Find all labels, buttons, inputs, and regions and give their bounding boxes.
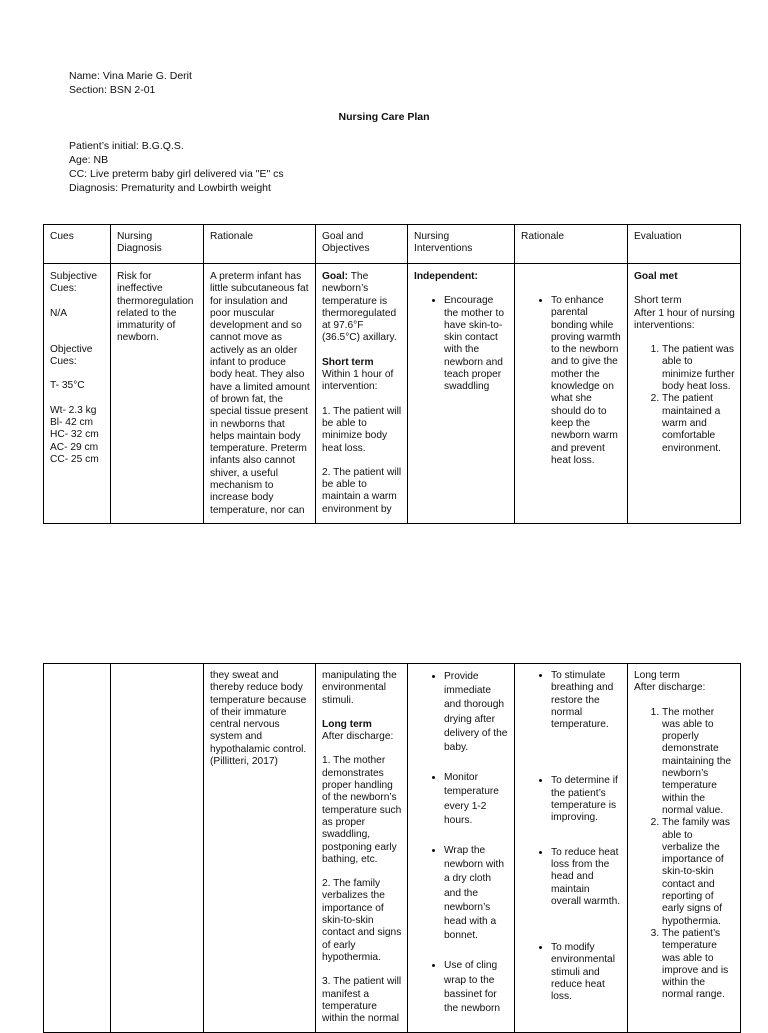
list-item: • To determine if the patient’s temperature is improving. (551, 775, 622, 824)
rationale-text: A preterm infant has little subcutaneous fat for insulation and poor muscular development and so cannot move as actively as an older infant to produce body heat. They also have a limited amount of brown fat, the special tissue present in newborns that helps maintain body temperature. Preterm infants also cannot shiver, a useful mechanism to increase body temperature, nor can (210, 271, 310, 516)
student-name: Name: Vina Marie G. Derit (69, 70, 192, 82)
rationale-list (521, 670, 622, 1004)
list-item: • Monitor temperature every 1-2 hours. (444, 771, 509, 828)
weight-cue: Wt- 2.3 kg (50, 404, 97, 416)
objective-cues-label: Objective Cues: (50, 343, 93, 368)
list-item: 2. The patient maintained a warm and comfortable environment. (662, 393, 735, 454)
list-item: • To reduce heat loss from the head and maintain overall warmth. (551, 847, 622, 908)
list-item: • Provide immediate and thorough drying after delivery of the baby. (444, 670, 509, 755)
evaluation-list (634, 344, 735, 455)
header-rationale: Rationale (204, 225, 316, 264)
independent-label: Independent: (414, 271, 478, 282)
header-evaluation: Evaluation (628, 225, 741, 264)
subjective-cues-label: Subjective Cues: (50, 271, 98, 295)
cues-cell (44, 264, 111, 524)
header-nursing-diagnosis: Nursing Diagnosis (111, 225, 204, 264)
evaluation-list (634, 707, 735, 1002)
interventions-cell (408, 664, 515, 1033)
table-header-row (44, 225, 741, 264)
nursing-diagnosis-cell (111, 264, 204, 524)
chief-complaint: CC: Live preterm baby girl delivered via "E" cs (69, 168, 284, 180)
document-title: Nursing Care Plan (338, 111, 430, 123)
evaluation-after-discharge: After discharge: (634, 682, 706, 694)
goal-continued-text: manipulating the environmental stimuli. (322, 670, 397, 706)
nursing-diagnosis-cell-empty (111, 664, 204, 1033)
list-item: 1. The mother was able to properly demonstrate maintaining the newborn’s temperature within the normal value. (662, 707, 735, 818)
goal-statement (322, 271, 402, 345)
long-term-objective-1: 1. The mother demonstrates proper handling of the newborn’s temperature such as proper swaddling, postponing early bathing, etc. (322, 755, 402, 865)
list-item: • Wrap the newborn with a dry cloth and the newborn’s head with a bonnet. (444, 844, 509, 943)
evaluation-after: After 1 hour of nursing interventions: (634, 307, 735, 331)
intervention-list (414, 295, 509, 393)
subjective-cues-value: N/A (50, 307, 67, 319)
head-circumference-cue: HC- 32 cm (50, 429, 99, 441)
list-item: • Encourage the mother to have skin-to-skin contact with the newborn and teach proper swaddling (444, 295, 509, 393)
temperature-cue: T- 35°C (50, 380, 85, 392)
interventions-cell (408, 264, 515, 524)
patient-age: Age: NB (69, 154, 109, 166)
list-item: 3. The patient’s temperature was able to improve and is within the normal range. (662, 928, 735, 1002)
cues-cell-empty (44, 664, 111, 1033)
objective-1: 1. The patient will be able to minimize body heat loss. (322, 405, 402, 454)
short-term-within: Within 1 hour of intervention: (322, 369, 394, 393)
care-plan-table-page2 (43, 663, 741, 1033)
long-term-objective-2: 2. The family verbalizes the importance of skin-to-skin contact and signs of early hypothermia. (322, 878, 402, 963)
intervention-list (414, 670, 509, 1016)
short-term-label: Short term (322, 356, 374, 368)
list-item: 2. The family was able to verbalize the importance of skin-to-skin contact and reporting of early signs of hypothermia. (662, 817, 735, 928)
goal-text: The newborn’s temperature is thermoregulated at 97.6°F (36.5°C) axillary. (322, 271, 397, 344)
goal-label: Goal: (322, 271, 349, 282)
rationale-list (521, 295, 622, 467)
list-item: • To modify environmental stimuli and reduce heat loss. (551, 942, 622, 1003)
evaluation-cell (628, 264, 741, 524)
list-item: 1. The patient was able to minimize further body heat loss. (662, 344, 735, 393)
evaluation-cell (628, 664, 741, 1033)
goal-met-label: Goal met (634, 271, 678, 282)
header-cues: Cues (44, 225, 111, 264)
list-item: • Use of cling wrap to the bassinet for the newborn (444, 959, 509, 1016)
chest-circumference-cue: CC- 25 cm (50, 453, 99, 465)
abdominal-circumference-cue: AC- 29 cm (50, 441, 99, 453)
header-nursing-interventions: Nursing Interventions (408, 225, 515, 264)
list-item: • To enhance parental bonding while proving warmth to the newborn and to give the mother the knowledge on what she should do to keep the newborn warm and prevent heat loss. (551, 295, 622, 467)
patient-diagnosis: Diagnosis: Prematurity and Lowbirth weight (69, 182, 271, 194)
care-plan-table-page1 (43, 224, 741, 524)
student-section: Section: BSN 2-01 (69, 84, 156, 96)
long-term-label: Long term (322, 718, 372, 730)
objective-2: 2. The patient will be able to maintain a warm environment by (322, 466, 402, 515)
nursing-diagnosis-text: Risk for ineffective thermoregulation related to the immaturity of newborn. (117, 271, 194, 344)
table-row (44, 664, 741, 1033)
rationale-cell (204, 264, 316, 524)
table-row (44, 264, 741, 524)
header-rationale-2: Rationale (515, 225, 628, 264)
list-item: • To stimulate breathing and restore the normal temperature. (551, 670, 622, 731)
goal-cell (316, 264, 408, 524)
rationale-cell (204, 664, 316, 1033)
patient-initial: Patient’s initial: B.G.Q.S. (69, 140, 184, 152)
long-term-objective-3: 3. The patient will manifest a temperature within the normal (322, 976, 402, 1025)
evaluation-short-term: Short term (634, 295, 682, 307)
rationale-continued-text: they sweat and thereby reduce body temperature because of their immature central nervous system and hypothalamic control. (Pillitteri, 2017) (210, 670, 307, 768)
goal-cell (316, 664, 408, 1033)
header-goal-objectives: Goal and Objectives (316, 225, 408, 264)
rationale2-cell (515, 264, 628, 524)
rationale2-cell (515, 664, 628, 1033)
evaluation-long-term: Long term (634, 670, 680, 681)
length-cue: Bl- 42 cm (50, 417, 94, 429)
long-term-after: After discharge: (322, 731, 394, 743)
